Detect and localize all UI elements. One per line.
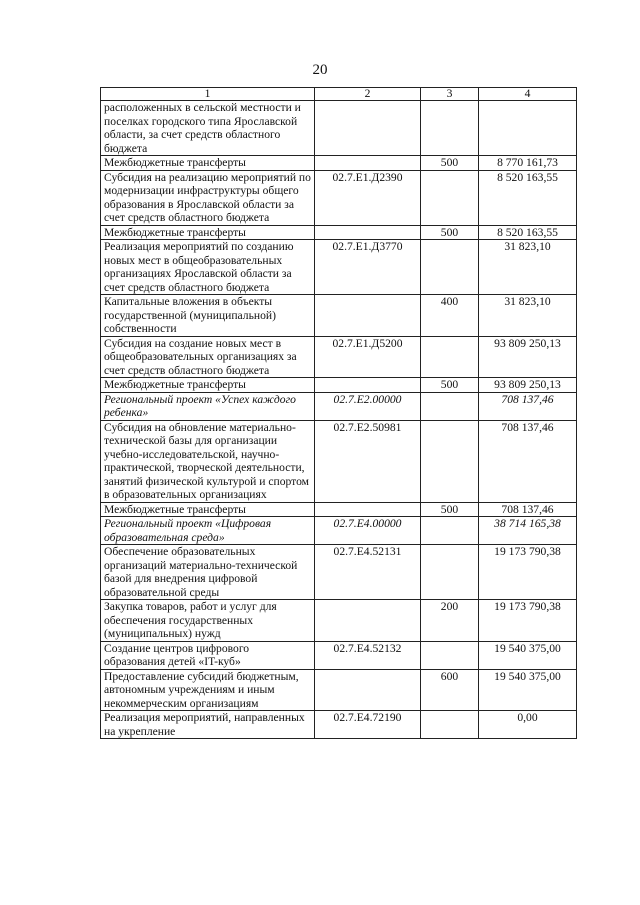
row-name-cell: Межбюджетные трансферты [101,225,315,240]
row-kvr-cell: 600 [421,669,479,711]
table-row [101,669,577,711]
row-code-cell [315,669,421,711]
row-name-cell: Межбюджетные трансферты [101,156,315,171]
table-row [101,156,577,171]
table-row [101,517,577,545]
row-amount-cell: 8 520 163,55 [479,170,577,225]
row-amount-cell: 708 137,46 [479,392,577,420]
table-row [101,225,577,240]
table-header-row [101,88,577,101]
table-row [101,240,577,295]
row-name-cell: Создание центров цифрового образования детей «IT-куб» [101,641,315,669]
row-name-cell: Предоставление субсидий бюджетным, автономным учреждениям и иным некоммерческим организациям [101,669,315,711]
row-kvr-cell: 500 [421,502,479,517]
column-header-2: 2 [315,88,421,101]
row-name-cell: расположенных в сельской местности и поселках городского типа Ярославской области, за счет средств областного бюджета [101,101,315,156]
row-kvr-cell [421,711,479,739]
row-name-cell: Обеспечение образовательных организаций материально-технической базой для внедрения цифровой образовательной среды [101,545,315,600]
table-row [101,378,577,393]
row-name-cell: Региональный проект «Успех каждого ребенка» [101,392,315,420]
row-kvr-cell [421,101,479,156]
table-row [101,600,577,642]
row-amount-cell: 31 823,10 [479,240,577,295]
row-amount-cell: 8 770 161,73 [479,156,577,171]
column-header-4: 4 [479,88,577,101]
row-amount-cell: 93 809 250,13 [479,378,577,393]
table-row [101,502,577,517]
column-header-1: 1 [101,88,315,101]
row-kvr-cell [421,240,479,295]
row-amount-cell: 708 137,46 [479,420,577,502]
row-name-cell: Межбюджетные трансферты [101,378,315,393]
row-code-cell [315,225,421,240]
row-name-cell: Региональный проект «Цифровая образовательная среда» [101,517,315,545]
row-name-cell: Межбюджетные трансферты [101,502,315,517]
row-kvr-cell [421,392,479,420]
row-name-cell: Реализация мероприятий по созданию новых мест в общеобразовательных организациях Ярославской области за счет средств областного бюджета [101,240,315,295]
row-amount-cell: 8 520 163,55 [479,225,577,240]
table-row [101,170,577,225]
row-code-cell: 02.7.Е1.Д5200 [315,336,421,378]
row-amount-cell: 0,00 [479,711,577,739]
row-kvr-cell [421,517,479,545]
column-header-3: 3 [421,88,479,101]
row-name-cell: Субсидия на реализацию мероприятий по модернизации инфраструктуры общего образования в Ярославской области за счет средств областного бюджета [101,170,315,225]
row-amount-cell: 19 540 375,00 [479,669,577,711]
page-number: 20 [312,62,328,78]
budget-table [100,87,577,739]
row-amount-cell: 19 173 790,38 [479,545,577,600]
row-name-cell: Капитальные вложения в объекты государственной (муниципальной) собственности [101,295,315,337]
row-name-cell: Субсидия на создание новых мест в общеобразовательных организациях за счет средств областного бюджета [101,336,315,378]
row-name-cell: Реализация мероприятий, направленных на укрепление [101,711,315,739]
table-body [101,101,577,739]
row-kvr-cell: 400 [421,295,479,337]
table-row [101,545,577,600]
table-row [101,641,577,669]
row-kvr-cell: 500 [421,225,479,240]
row-amount-cell: 19 540 375,00 [479,641,577,669]
table-row [101,711,577,739]
row-code-cell: 02.7.Е4.52132 [315,641,421,669]
row-code-cell [315,295,421,337]
row-code-cell [315,502,421,517]
row-code-cell [315,378,421,393]
row-amount-cell: 31 823,10 [479,295,577,337]
row-code-cell [315,101,421,156]
row-code-cell: 02.7.Е2.00000 [315,392,421,420]
row-code-cell: 02.7.Е1.Д2390 [315,170,421,225]
row-name-cell: Закупка товаров, работ и услуг для обеспечения государственных (муниципальных) нужд [101,600,315,642]
table-row [101,295,577,337]
row-code-cell: 02.7.Е1.Д3770 [315,240,421,295]
row-code-cell: 02.7.Е2.50981 [315,420,421,502]
table-row [101,101,577,156]
row-code-cell: 02.7.Е4.00000 [315,517,421,545]
table-row [101,336,577,378]
row-amount-cell: 19 173 790,38 [479,600,577,642]
row-amount-cell [479,101,577,156]
row-kvr-cell [421,420,479,502]
row-kvr-cell: 500 [421,156,479,171]
row-code-cell [315,156,421,171]
table-row [101,420,577,502]
row-kvr-cell: 500 [421,378,479,393]
row-kvr-cell: 200 [421,600,479,642]
table-row [101,392,577,420]
row-amount-cell: 93 809 250,13 [479,336,577,378]
row-kvr-cell [421,336,479,378]
row-kvr-cell [421,545,479,600]
row-kvr-cell [421,170,479,225]
row-code-cell [315,600,421,642]
row-amount-cell: 38 714 165,38 [479,517,577,545]
row-name-cell: Субсидия на обновление материально-технической базы для организации учебно-исследовательской, научно-практической, творческой деятельности, занятий физической культурой и спортом в образовательных организациях [101,420,315,502]
row-code-cell: 02.7.Е4.72190 [315,711,421,739]
row-kvr-cell [421,641,479,669]
row-code-cell: 02.7.Е4.52131 [315,545,421,600]
row-amount-cell: 708 137,46 [479,502,577,517]
